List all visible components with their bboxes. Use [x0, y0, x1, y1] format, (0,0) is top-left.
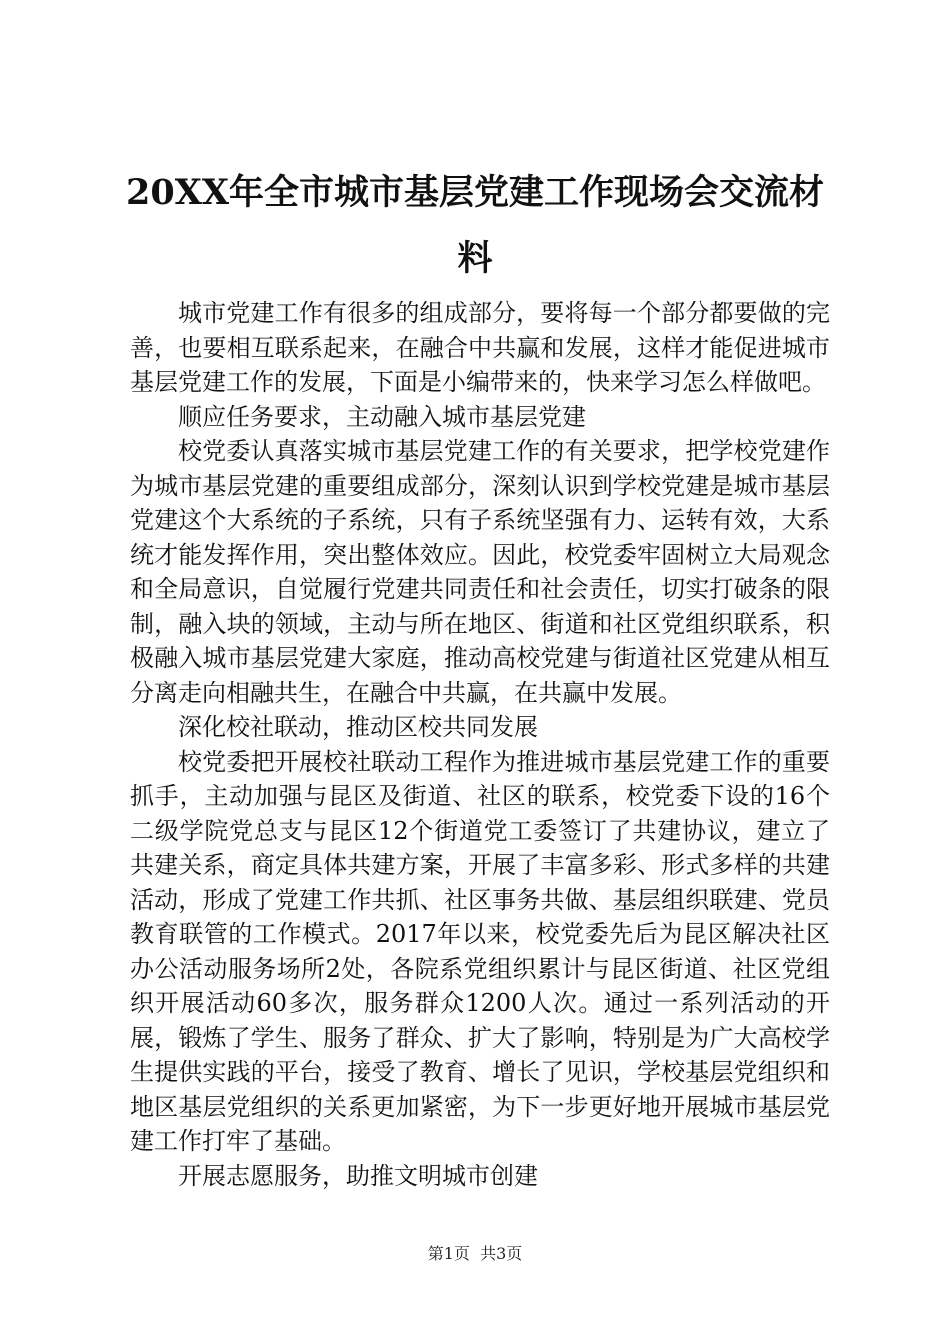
body-paragraph: 校党委认真落实城市基层党建工作的有关要求，把学校党建作为城市基层党建的重要组成部分，深刻认识到学校党建是城市基层党建这个大系统的子系统，只有子系统坚强有力、运转有效，大系统才能发挥作用，突出整体效应。因此，校党委牢固树立大局观念和全局意识，自觉履行党建共同责任和社会责任，切实打破条的限制，融入块的领域，主动与所在地区、街道和社区党组织联系，积极融入城市基层党建大家庭，推动高校党建与街道社区党建从相互分离走向相融共生，在融合中共赢，在共赢中发展。 — [130, 437, 830, 707]
section-heading: 顺应任务要求，主动融入城市基层党建 — [178, 402, 586, 431]
body-paragraph: 校党委把开展校社联动工程作为推进城市基层党建工作的重要抓手，主动加强与昆区及街道、社区的联系，校党委下设的16个二级学院党总支与昆区12个街道党工委签订了共建协议，建立了共建关系，商定具体共建方案，开展了丰富多彩、形式多样的共建活动，形成了党建工作共抓、社区事务共做、基层组织联建、党员教育联管的工作模式。2017年以来，校党委先后为昆区解决社区办公活动服务场所2处，各院系党组织累计与昆区街道、社区党组织开展活动60多次，服务群众1200人次。通过一系列活动的开展，锻炼了学生、服务了群众、扩大了影响，特别是为广大高校学生提供实践的平台，接受了教育、增长了见识，学校基层党组织和地区基层党组织的关系更加紧密，为下一步更好地开展城市基层党建工作打牢了基础。 — [130, 747, 830, 1155]
intro-paragraph: 城市党建工作有很多的组成部分，要将每一个部分都要做的完善，也要相互联系起来，在融合中共赢和发展，这样才能促进城市基层党建工作的发展，下面是小编带来的，快来学习怎么样做吧。 — [130, 299, 830, 396]
page-footer — [0, 1243, 950, 1265]
section-heading: 深化校社联动，推动区校共同发展 — [178, 713, 538, 741]
page-number: 第1页 — [427, 1244, 470, 1263]
document-body — [130, 296, 830, 1193]
document-title: 20XX年全市城市基层党建工作现场会交流材料 — [125, 172, 825, 279]
footer-separator — [470, 1244, 480, 1263]
section-heading: 开展志愿服务，助推文明城市创建 — [178, 1161, 538, 1190]
page-total: 共3页 — [480, 1244, 523, 1263]
